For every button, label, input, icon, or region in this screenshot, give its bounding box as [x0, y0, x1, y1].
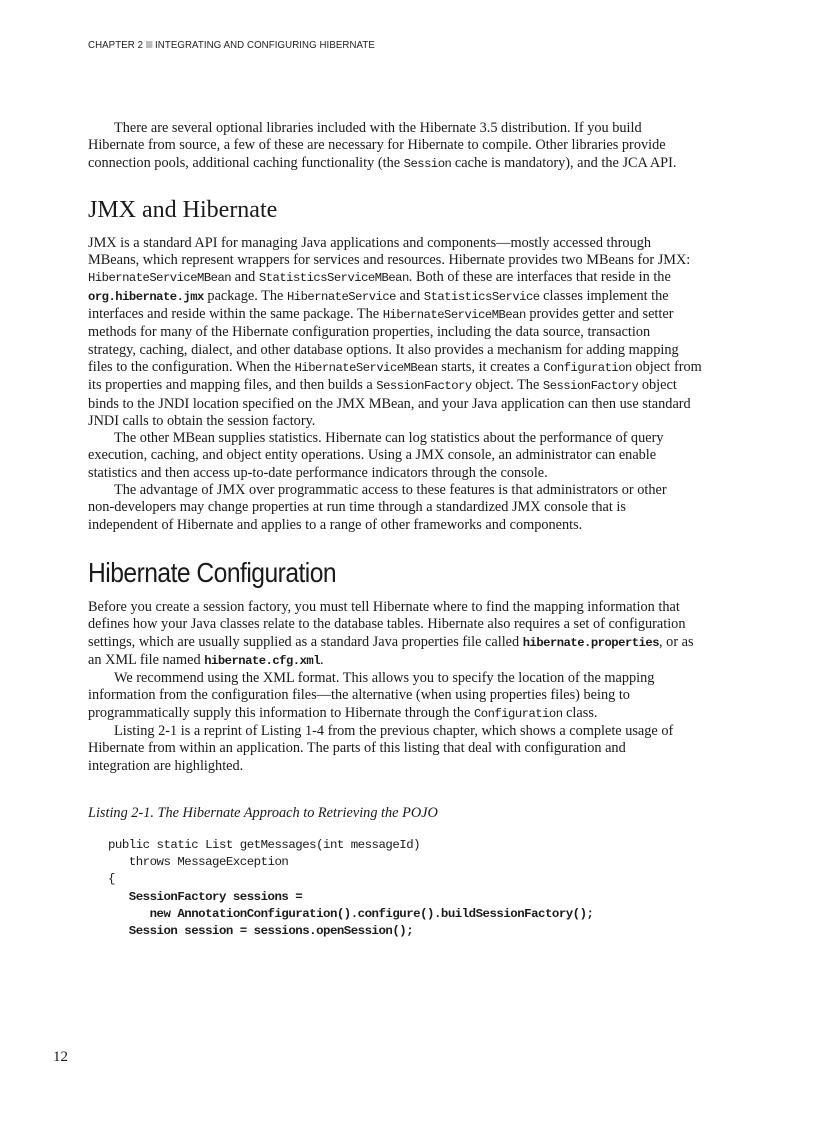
code-line-highlighted: Session session = sessions.openSession(); — [108, 923, 414, 938]
code-line-highlighted: new AnnotationConfiguration().configure().buildSessionFactory(); — [108, 906, 594, 921]
jmx-paragraph-1: JMX is a standard API for managing Java applications and components—mostly accessed through MBeans, which represent wrappers for services and resources. Hibernate provides two MBeans for JMX: HibernateServiceMBean and StatisticsServiceMBean. Both of these are interfaces that reside in the org.hibernate.jmx package. The HibernateService and StatisticsService classes implement the interfaces and reside within the same package. The HibernateServiceMBean provides getter and setter methods for many of the Hibernate configuration properties, including the data source, transaction strategy, caching, dialect, and other database options. It also provides a mechanism for adding mapping files to the configuration. When the HibernateServiceMBean starts, it creates a Configuration object from its properties and mapping files, and then builds a SessionFactory object. The SessionFactory object binds to the JNDI location specified on the JMX MBean, and your Java application can then use standard JNDI calls to obtain the session factory. — [88, 234, 702, 429]
code-line-highlighted: SessionFactory sessions = — [108, 889, 303, 904]
config-paragraph-1: Before you create a session factory, you must tell Hibernate where to find the mapping information that defines how your Java classes relate to the database tables. Hibernate also requires a set of configuration settings, which are usually supplied as a standard Java properties file called hibernate.properties, or as an XML file named hibernate.cfg.xml. — [88, 598, 694, 668]
code-line: { — [108, 872, 115, 887]
separator-square — [146, 41, 152, 48]
code-listing — [108, 837, 730, 940]
chapter-label: CHAPTER 2 — [88, 39, 144, 51]
jmx-paragraph-2: The other MBean supplies statistics. Hibernate can log statistics about the performance of query execution, caching, and object entity operations. Using a JMX console, an administrator can enable statistics and then access up-to-date performance indicators through the console. — [88, 430, 664, 481]
chapter-title: INTEGRATING AND CONFIGURING HIBERNATE — [155, 39, 375, 51]
intro-paragraph: There are several optional libraries included with the Hibernate 3.5 distribution. If you build Hibernate from source, a few of these are necessary for Hibernate to compile. Other libraries provide connection pools, additional caching functionality (the Session cache is mandatory), and the JCA API. — [88, 120, 677, 171]
jmx-paragraph-3: The advantage of JMX over programmatic access to these features is that administrators or other non-developers may change properties at run time through a standardized JMX console that is independent of Hibernate and applies to a range of other frameworks and components. — [88, 482, 667, 533]
config-paragraph-3: Listing 2-1 is a reprint of Listing 1-4 from the previous chapter, which shows a complete usage of Hibernate from within an application. The parts of this listing that deal with configuration and integration are highlighted. — [88, 723, 674, 774]
listing-caption: Listing 2-1. The Hibernate Approach to Retrieving the POJO — [88, 804, 438, 821]
jmx-heading: JMX and Hibernate — [88, 196, 278, 223]
running-head — [88, 39, 375, 51]
config-heading: Hibernate Configuration — [88, 556, 337, 588]
config-paragraph-2: We recommend using the XML format. This allows you to specify the location of the mapping information from the configuration files—the alternative (when using properties files) being to programmatically supply this information to Hibernate through the Configuration class. — [88, 670, 655, 721]
page-number: 12 — [53, 1049, 68, 1065]
code-line: throws MessageException — [108, 855, 289, 870]
page-body — [88, 120, 730, 940]
code-line: public static List getMessages(int messageId) — [108, 837, 421, 852]
